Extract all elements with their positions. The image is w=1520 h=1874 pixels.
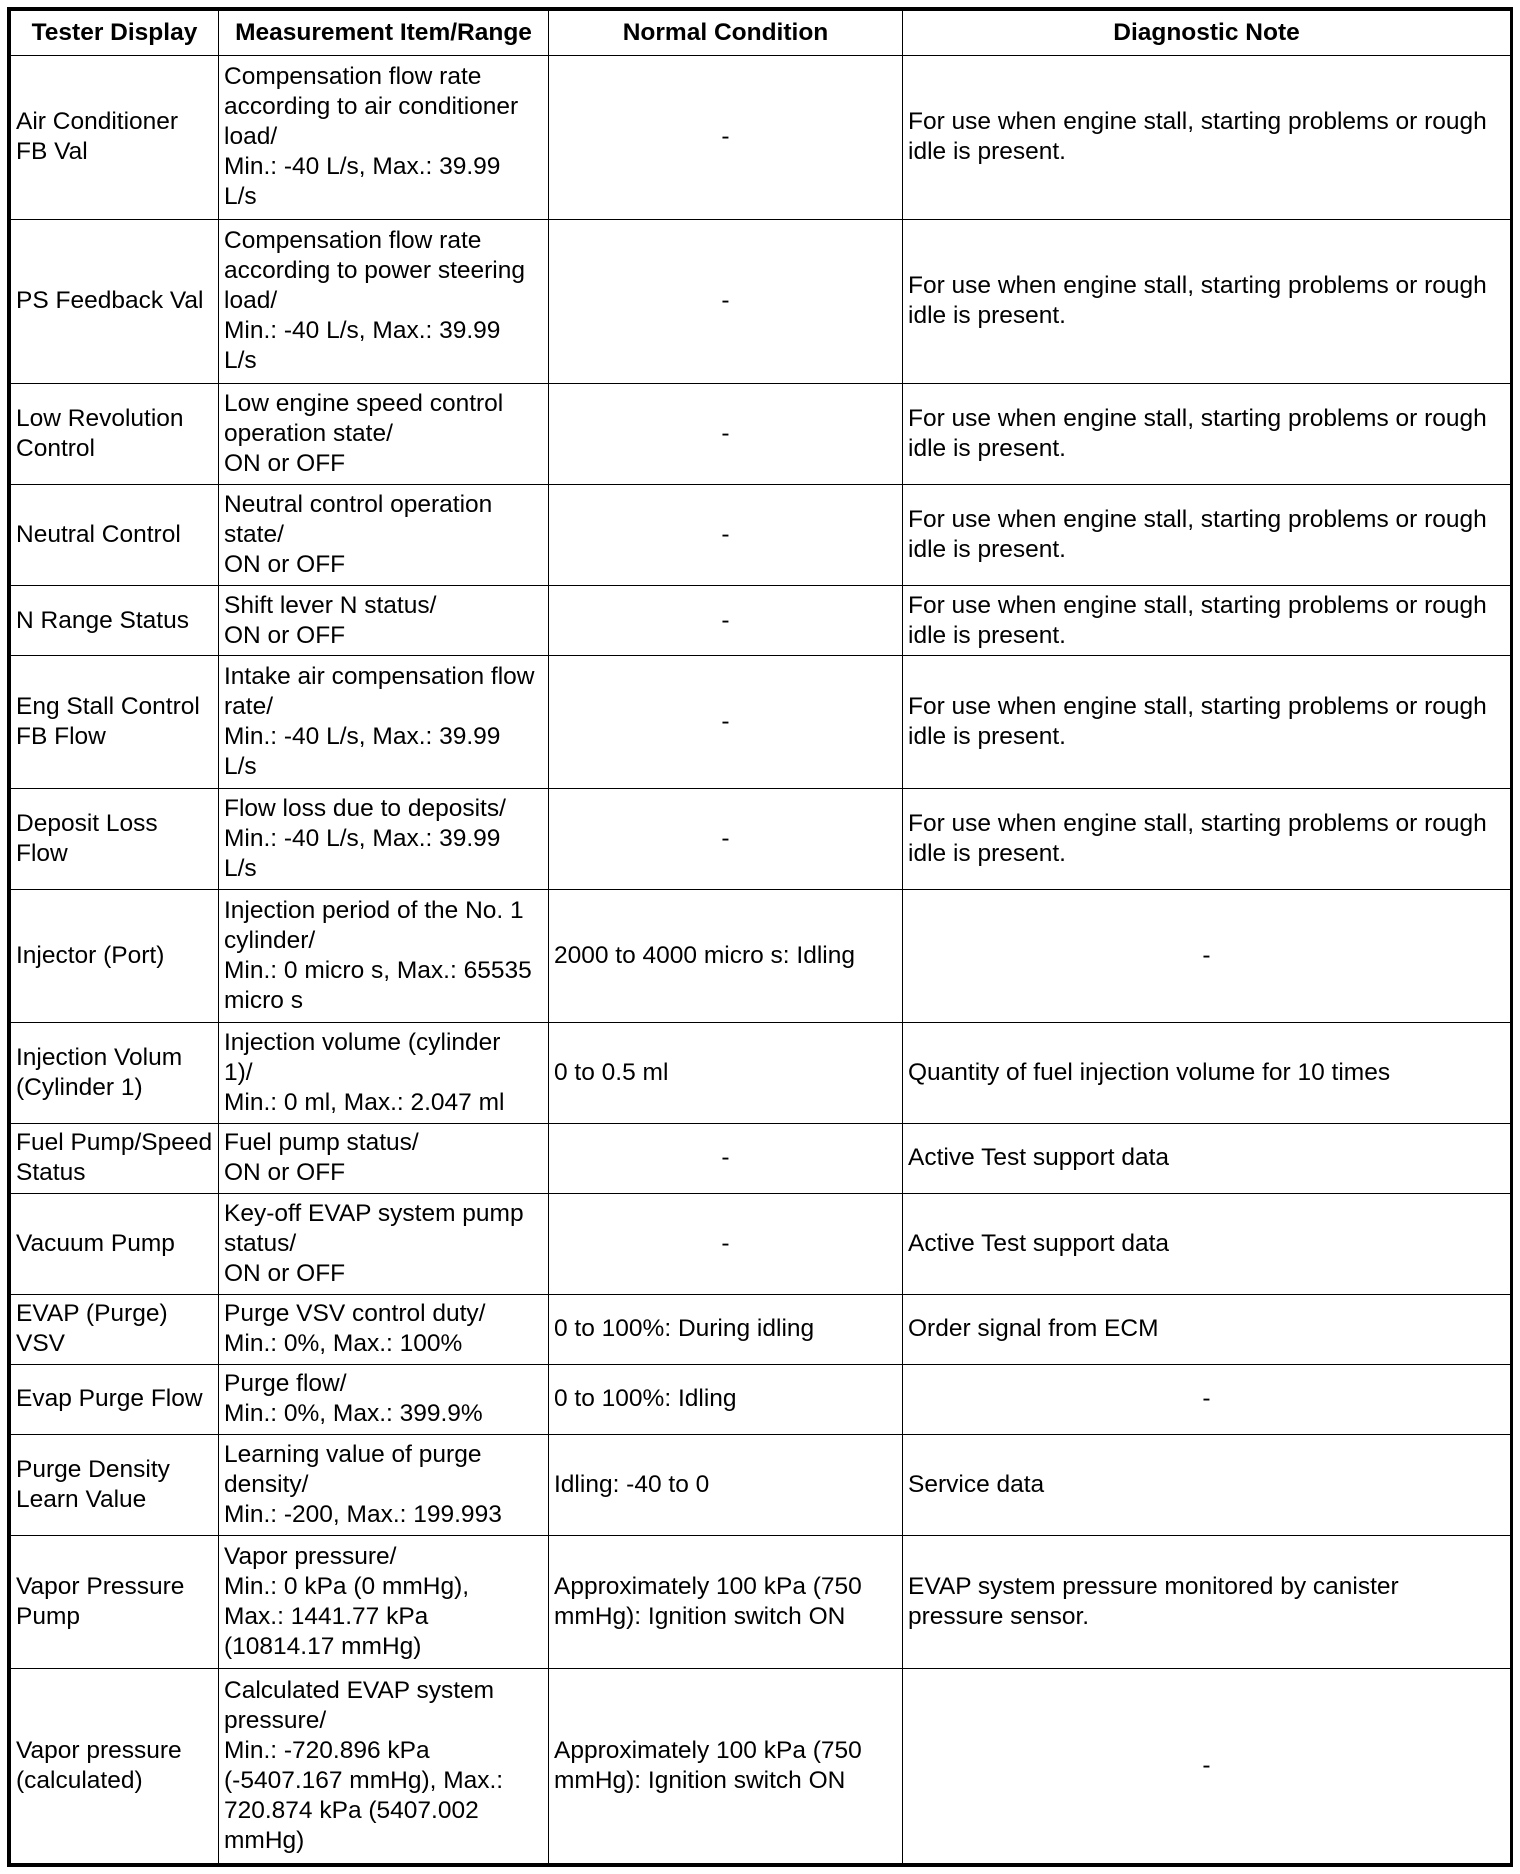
cell-text-line: operation state/	[224, 419, 393, 447]
cell-text-line: idle is present.	[908, 621, 1066, 649]
cell-text-line: For use when engine stall, starting problems or rough	[908, 809, 1487, 837]
cell-text-line: For use when engine stall, starting problems or rough	[908, 272, 1487, 300]
header-normal-condition: Normal Condition	[549, 11, 903, 56]
cell-measurement-item-range	[219, 1295, 549, 1365]
cell-text-line: -	[1202, 1751, 1211, 1779]
cell-text-line: For use when engine stall, starting problems or rough	[908, 404, 1487, 432]
cell-text-line: N Range Status	[16, 606, 189, 634]
cell-text-line: FB Flow	[16, 722, 106, 750]
cell-measurement-item-range	[219, 1123, 549, 1193]
cell-diagnostic-note	[903, 219, 1511, 383]
cell-text-line: Key-off EVAP system pump	[224, 1199, 524, 1227]
cell-tester-display	[11, 1364, 219, 1434]
cell-text-line: EVAP (Purge)	[16, 1300, 168, 1328]
cell-text-line: Injection period of the No. 1	[224, 896, 524, 924]
cell-normal-condition	[549, 1022, 903, 1123]
cell-diagnostic-note	[903, 1022, 1511, 1123]
cell-text-line: For use when engine stall, starting problems or rough	[908, 591, 1487, 619]
cell-text-line: status/	[224, 1229, 297, 1257]
data-list-table-container	[7, 7, 1513, 1867]
cell-text-line: Max.: 1441.77 kPa	[224, 1602, 429, 1630]
cell-normal-condition	[549, 1536, 903, 1669]
cell-measurement-item-range	[219, 485, 549, 586]
cell-normal-condition	[549, 890, 903, 1023]
cell-diagnostic-note	[903, 586, 1511, 656]
cell-text-line: L/s	[224, 347, 257, 375]
cell-measurement-item-range	[219, 56, 549, 220]
cell-normal-condition	[549, 1364, 903, 1434]
cell-text-line: -	[721, 707, 730, 735]
cell-measurement-item-range	[219, 890, 549, 1023]
cell-text-line: pressure sensor.	[908, 1602, 1090, 1630]
cell-diagnostic-note	[903, 1668, 1511, 1863]
cell-text-line: 0 to 100%: During idling	[554, 1315, 815, 1343]
cell-text-line: Min.: -720.896 kPa	[224, 1736, 430, 1764]
cell-text-line: -	[721, 123, 730, 151]
table-row	[11, 890, 1511, 1023]
cell-measurement-item-range	[219, 1364, 549, 1434]
cell-diagnostic-note	[903, 1536, 1511, 1669]
cell-text-line: ON or OFF	[224, 1259, 346, 1287]
cell-text-line: 0 to 0.5 ml	[554, 1058, 669, 1086]
cell-text-line: Fuel Pump/Speed	[16, 1129, 213, 1157]
cell-text-line: Eng Stall Control	[16, 692, 200, 720]
cell-text-line: idle is present.	[908, 722, 1066, 750]
cell-text-line: idle is present.	[908, 536, 1066, 564]
cell-text-line: mmHg): Ignition switch ON	[554, 1602, 846, 1630]
cell-text-line: Air Conditioner	[16, 108, 179, 136]
table-row	[11, 1364, 1511, 1434]
cell-text-line: load/	[224, 287, 278, 315]
cell-text-line: Learn Value	[16, 1486, 147, 1513]
cell-text-line: Approximately 100 kPa (750	[554, 1736, 862, 1764]
cell-text-line: Low engine speed control	[224, 389, 504, 417]
cell-text-line: Service data	[908, 1471, 1045, 1498]
cell-tester-display	[11, 1668, 219, 1863]
cell-text-line: (-5407.167 mmHg), Max.:	[224, 1766, 504, 1794]
table-row	[11, 219, 1511, 383]
table-row	[11, 1193, 1511, 1294]
cell-text-line: according to air conditioner	[224, 93, 519, 121]
cell-diagnostic-note	[903, 1364, 1511, 1434]
cell-text-line: mmHg)	[224, 1826, 305, 1854]
table-row	[11, 485, 1511, 586]
cell-text-line: Flow	[16, 839, 68, 867]
table-row	[11, 1295, 1511, 1365]
cell-text-line: state/	[224, 521, 284, 549]
cell-text-line: idle is present.	[908, 138, 1066, 166]
cell-normal-condition	[549, 1193, 903, 1294]
table-row	[11, 56, 1511, 220]
cell-text-line: Status	[16, 1159, 86, 1187]
cell-text-line: -	[721, 824, 730, 852]
cell-normal-condition	[549, 656, 903, 789]
cell-text-line: cylinder/	[224, 926, 316, 954]
cell-text-line: idle is present.	[908, 839, 1066, 867]
cell-measurement-item-range	[219, 1193, 549, 1294]
cell-text-line: ON or OFF	[224, 1159, 346, 1187]
cell-text-line: according to power steering	[224, 257, 525, 285]
cell-text-line: ON or OFF	[224, 551, 346, 579]
cell-text-line: For use when engine stall, starting problems or rough	[908, 108, 1487, 136]
cell-text-line: ON or OFF	[224, 449, 346, 477]
cell-normal-condition	[549, 1434, 903, 1535]
cell-text-line: Pump	[16, 1602, 81, 1630]
cell-text-line: Min.: -40 L/s, Max.: 39.99	[224, 824, 501, 852]
cell-text-line: Min.: 0 ml, Max.: 2.047 ml	[224, 1088, 505, 1116]
cell-text-line: (calculated)	[16, 1766, 143, 1794]
cell-text-line: -	[1202, 1385, 1211, 1413]
table-row	[11, 586, 1511, 656]
cell-text-line: 1)/	[224, 1058, 253, 1086]
cell-measurement-item-range	[219, 1434, 549, 1535]
cell-text-line: Vacuum Pump	[16, 1229, 175, 1257]
cell-text-line: EVAP system pressure monitored by canister	[908, 1572, 1399, 1600]
cell-text-line: -	[721, 287, 730, 315]
table-row	[11, 1123, 1511, 1193]
cell-text-line: Low Revolution	[16, 404, 184, 432]
cell-text-line: L/s	[224, 752, 257, 780]
cell-tester-display	[11, 1022, 219, 1123]
cell-measurement-item-range	[219, 1536, 549, 1669]
cell-diagnostic-note	[903, 56, 1511, 220]
cell-text-line: Min.: -200, Max.: 199.993	[224, 1501, 502, 1528]
cell-text-line: Evap Purge Flow	[16, 1385, 203, 1413]
cell-measurement-item-range	[219, 219, 549, 383]
cell-measurement-item-range	[219, 1022, 549, 1123]
cell-text-line: Min.: -40 L/s, Max.: 39.99	[224, 722, 501, 750]
cell-diagnostic-note	[903, 1123, 1511, 1193]
cell-text-line: Intake air compensation flow	[224, 662, 535, 690]
cell-tester-display	[11, 56, 219, 220]
cell-text-line: Compensation flow rate	[224, 227, 482, 255]
cell-tester-display	[11, 1295, 219, 1365]
cell-text-line: ON or OFF	[224, 621, 346, 649]
cell-text-line: PS Feedback Val	[16, 287, 204, 315]
cell-measurement-item-range	[219, 586, 549, 656]
cell-tester-display	[11, 656, 219, 789]
table-row	[11, 788, 1511, 889]
cell-text-line: -	[721, 419, 730, 447]
table-row	[11, 656, 1511, 789]
cell-text-line: Vapor pressure/	[224, 1542, 397, 1570]
cell-tester-display	[11, 1536, 219, 1669]
cell-tester-display	[11, 1123, 219, 1193]
cell-text-line: 720.874 kPa (5407.002	[224, 1796, 479, 1824]
cell-text-line: Active Test support data	[908, 1144, 1170, 1172]
cell-text-line: -	[721, 521, 730, 549]
cell-diagnostic-note	[903, 788, 1511, 889]
cell-text-line: L/s	[224, 854, 257, 882]
cell-normal-condition	[549, 1668, 903, 1863]
cell-tester-display	[11, 788, 219, 889]
cell-tester-display	[11, 890, 219, 1023]
cell-measurement-item-range	[219, 383, 549, 484]
data-list-table	[10, 10, 1511, 1864]
cell-tester-display	[11, 383, 219, 484]
cell-text-line: Purge Density	[16, 1456, 170, 1483]
cell-diagnostic-note	[903, 656, 1511, 789]
cell-text-line: Purge VSV control duty/	[224, 1300, 486, 1328]
cell-normal-condition	[549, 485, 903, 586]
cell-text-line: -	[721, 1229, 730, 1257]
cell-text-line: Approximately 100 kPa (750	[554, 1572, 862, 1600]
cell-text-line: (Cylinder 1)	[16, 1073, 143, 1101]
cell-text-line: (10814.17 mmHg)	[224, 1632, 422, 1660]
cell-text-line: -	[721, 606, 730, 634]
cell-text-line: -	[721, 1144, 730, 1172]
cell-text-line: VSV	[16, 1330, 66, 1358]
cell-normal-condition	[549, 1123, 903, 1193]
cell-text-line: load/	[224, 123, 278, 151]
table-row	[11, 1536, 1511, 1669]
cell-text-line: Injector (Port)	[16, 941, 165, 969]
cell-text-line: Vapor Pressure	[16, 1572, 185, 1600]
table-row	[11, 1434, 1511, 1535]
cell-tester-display	[11, 1193, 219, 1294]
cell-text-line: Min.: -40 L/s, Max.: 39.99	[224, 153, 501, 181]
cell-text-line: idle is present.	[908, 434, 1066, 462]
table-row	[11, 1668, 1511, 1863]
cell-text-line: L/s	[224, 183, 257, 211]
cell-text-line: 0 to 100%: Idling	[554, 1385, 737, 1413]
table-header-row	[11, 11, 1511, 56]
cell-text-line: Min.: 0%, Max.: 100%	[224, 1330, 463, 1358]
cell-text-line: Calculated EVAP system	[224, 1676, 495, 1704]
cell-measurement-item-range	[219, 788, 549, 889]
cell-text-line: Learning value of purge	[224, 1441, 482, 1468]
table-row	[11, 383, 1511, 484]
cell-measurement-item-range	[219, 656, 549, 789]
cell-diagnostic-note	[903, 485, 1511, 586]
cell-tester-display	[11, 485, 219, 586]
cell-text-line: Injection Volum	[16, 1043, 183, 1071]
header-tester-display: Tester Display	[11, 11, 219, 56]
cell-text-line: Active Test support data	[908, 1229, 1170, 1257]
header-diagnostic-note: Diagnostic Note	[903, 11, 1511, 56]
cell-text-line: Min.: 0 kPa (0 mmHg),	[224, 1572, 470, 1600]
table-row	[11, 1022, 1511, 1123]
cell-text-line: micro s	[224, 986, 303, 1014]
cell-text-line: Idling: -40 to 0	[554, 1471, 710, 1498]
cell-text-line: Fuel pump status/	[224, 1129, 419, 1157]
cell-text-line: pressure/	[224, 1706, 327, 1734]
cell-text-line: Shift lever N status/	[224, 591, 437, 619]
cell-diagnostic-note	[903, 1434, 1511, 1535]
cell-tester-display	[11, 1434, 219, 1535]
cell-diagnostic-note	[903, 1295, 1511, 1365]
cell-text-line: Min.: -40 L/s, Max.: 39.99	[224, 317, 501, 345]
cell-text-line: Min.: 0 micro s, Max.: 65535	[224, 956, 532, 984]
cell-text-line: idle is present.	[908, 302, 1066, 330]
cell-diagnostic-note	[903, 890, 1511, 1023]
cell-tester-display	[11, 586, 219, 656]
cell-normal-condition	[549, 219, 903, 383]
cell-text-line: Flow loss due to deposits/	[224, 794, 506, 822]
cell-text-line: Vapor pressure	[16, 1736, 182, 1764]
cell-normal-condition	[549, 586, 903, 656]
cell-text-line: Injection volume (cylinder	[224, 1028, 501, 1056]
header-measurement-item-range: Measurement Item/Range	[219, 11, 549, 56]
cell-text-line: Control	[16, 434, 95, 462]
cell-text-line: Deposit Loss	[16, 809, 158, 837]
cell-text-line: Neutral Control	[16, 521, 181, 549]
cell-text-line: For use when engine stall, starting problems or rough	[908, 692, 1487, 720]
cell-text-line: Compensation flow rate	[224, 63, 482, 91]
cell-normal-condition	[549, 383, 903, 484]
cell-text-line: rate/	[224, 692, 274, 720]
cell-text-line: Neutral control operation	[224, 491, 493, 519]
cell-text-line: density/	[224, 1471, 309, 1498]
cell-measurement-item-range	[219, 1668, 549, 1863]
cell-text-line: FB Val	[16, 138, 88, 166]
cell-text-line: For use when engine stall, starting problems or rough	[908, 506, 1487, 534]
cell-text-line: Order signal from ECM	[908, 1315, 1159, 1343]
cell-tester-display	[11, 219, 219, 383]
cell-text-line: -	[1202, 941, 1211, 969]
cell-diagnostic-note	[903, 383, 1511, 484]
cell-text-line: Quantity of fuel injection volume for 10 times	[908, 1058, 1391, 1086]
cell-normal-condition	[549, 56, 903, 220]
table-body	[11, 56, 1511, 1864]
cell-text-line: 2000 to 4000 micro s: Idling	[554, 941, 855, 969]
cell-normal-condition	[549, 1295, 903, 1365]
cell-normal-condition	[549, 788, 903, 889]
cell-text-line: Min.: 0%, Max.: 399.9%	[224, 1400, 483, 1428]
cell-text-line: Purge flow/	[224, 1370, 347, 1398]
cell-text-line: mmHg): Ignition switch ON	[554, 1766, 846, 1794]
cell-diagnostic-note	[903, 1193, 1511, 1294]
